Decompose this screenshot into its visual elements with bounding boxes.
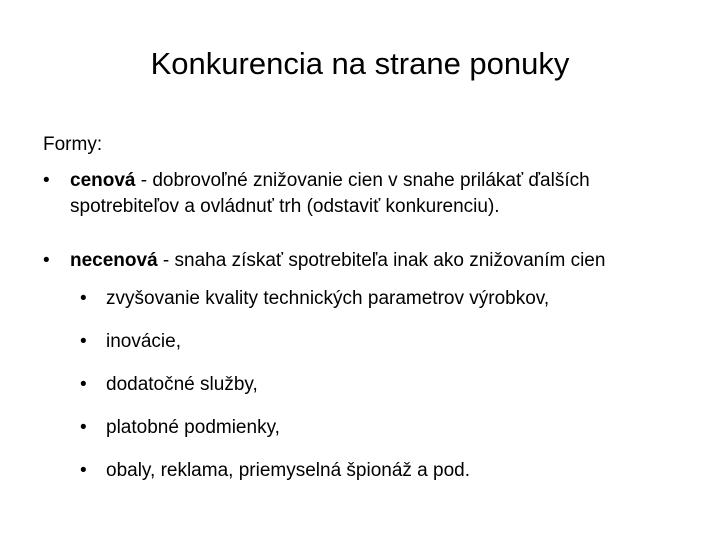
sub-bullet-item (80, 329, 683, 355)
bullet-icon: • (80, 288, 87, 309)
sub-bullet-list (43, 286, 683, 484)
bullet-icon: • (80, 460, 87, 481)
sub-bullet-item (80, 286, 683, 312)
sub-bullet-text: dodatočné služby, (106, 374, 258, 395)
sub-bullet-text: obaly, reklama, priemyselná špionáž a pod. (106, 460, 471, 481)
bullet-icon: • (43, 170, 50, 191)
bullet-icon: • (43, 250, 50, 271)
slide-content (43, 132, 683, 501)
bullet-icon: • (80, 374, 87, 395)
intro-text: Formy: (43, 134, 103, 155)
sub-bullet-item (80, 458, 683, 484)
bullet-text: - dobrovoľné znižovanie cien v snahe prilákať ďalších spotrebiteľov a ovládnuť trh (odstaviť konkurenciu). (70, 170, 590, 217)
bullet-text: - snaha získať spotrebiteľa inak ako znižovaním cien (157, 250, 606, 271)
slide-title: Konkurencia na strane ponuky (150, 46, 570, 81)
bullet-icon: • (80, 417, 87, 438)
bullet-term: cenová (70, 170, 136, 191)
bullet-term: necenová (70, 250, 158, 271)
bullet-item-nonprice-competition (43, 248, 683, 274)
sub-bullet-item (80, 415, 683, 441)
sub-bullet-text: zvyšovanie kvality technických parametrov výrobkov, (106, 288, 550, 309)
sub-bullet-text: inovácie, (106, 331, 181, 352)
bullet-item-price-competition (43, 168, 683, 220)
sub-bullet-text: platobné podmienky, (106, 417, 280, 438)
sub-bullet-item (80, 372, 683, 398)
bullet-icon: • (80, 331, 87, 352)
